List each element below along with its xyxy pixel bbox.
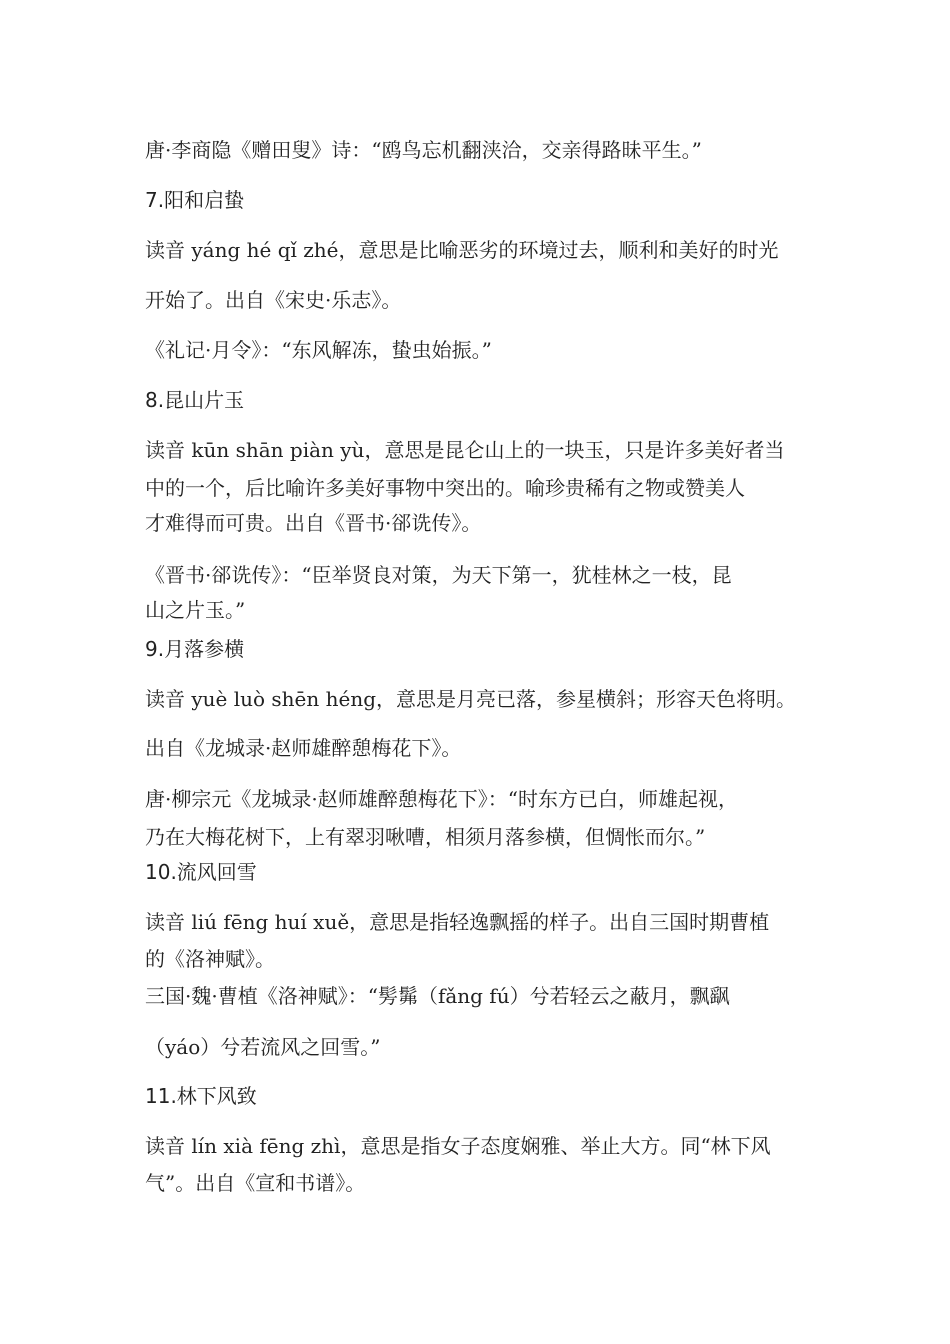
quote-line: 《礼记·月令》：“东风解冻，蛰虫始振。” [145, 338, 492, 362]
reading-line: 读音 lín xià fēng zhì，意思是指女子态度娴雅、举止大方。同“林下风 [145, 1134, 771, 1158]
entry-heading: 11.林下风致 [145, 1084, 257, 1108]
quote-line: 乃在大梅花树下，上有翠羽啾嘈，相须月落参横，但惆怅而尔。” [145, 825, 706, 849]
entry-heading: 10.流风回雪 [145, 860, 257, 884]
quote-line: 《晋书·郤诜传》：“臣举贤良对策，为天下第一，犹桂林之一枝，昆 [145, 563, 732, 587]
reading-line: 读音 yáng hé qǐ zhé，意思是比喻恶劣的环境过去，顺利和美好的时光 [145, 238, 779, 262]
entry-heading: 9.月落参横 [145, 637, 245, 661]
source-line: 气”。出自《宣和书谱》。 [145, 1171, 366, 1195]
meaning-line: 中的一个，后比喻许多美好事物中突出的。喻珍贵稀有之物或赞美人 [145, 476, 745, 500]
reading-line: 读音 liú fēng huí xuě，意思是指轻逸飘摇的样子。出自三国时期曹植 [145, 910, 770, 934]
source-line: 才难得而可贵。出自《晋书·郤诜传》。 [145, 511, 482, 535]
quote-line: 三国·魏·曹植《洛神赋》：“髣髴（fǎng fú）兮若轻云之蔽月，飘飖 [145, 984, 730, 1008]
quote-line: （yáo）兮若流风之回雪。” [145, 1035, 381, 1059]
quote-line: 山之片玉。” [145, 598, 246, 622]
reading-line: 读音 yuè luò shēn héng，意思是月亮已落，参星横斜；形容天色将明。 [145, 687, 797, 711]
reading-line: 读音 kūn shān piàn yù，意思是昆仑山上的一块玉，只是许多美好者当 [145, 438, 785, 462]
quote-line: 唐·李商隐《赠田叟》诗：“鸥鸟忘机翻浃洽，交亲得路昧平生。” [145, 138, 702, 162]
source-line: 开始了。出自《宋史·乐志》。 [145, 288, 402, 312]
entry-heading: 7.阳和启蛰 [145, 188, 245, 212]
quote-line: 唐·柳宗元《龙城录·赵师雄醉憩梅花下》：“时东方已白，师雄起视， [145, 787, 738, 811]
entry-heading: 8.昆山片玉 [145, 388, 245, 412]
source-line: 的《洛神赋》。 [145, 947, 275, 971]
source-line: 出自《龙城录·赵师雄醉憩梅花下》。 [145, 736, 462, 760]
